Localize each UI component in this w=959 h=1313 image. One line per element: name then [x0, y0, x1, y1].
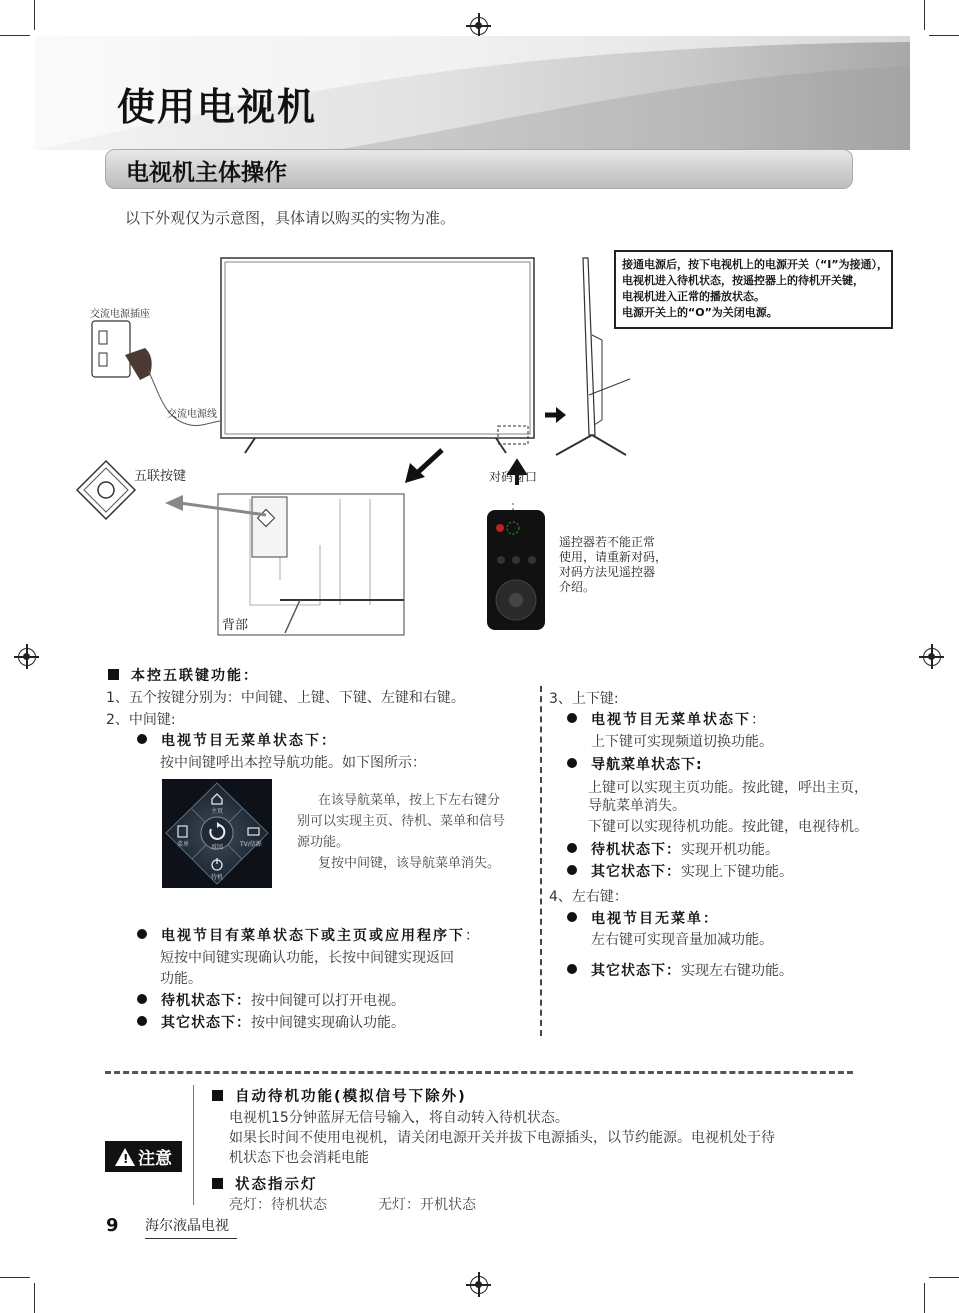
ac-cord-label: 交流电源线: [167, 409, 217, 420]
indicator-title: 状态指示灯: [212, 1173, 318, 1194]
nav-standby-label: 待机: [211, 874, 224, 881]
ac-socket-icon: [92, 321, 130, 377]
tv-diagram: [70, 245, 630, 645]
leftright-heading: 4、左右键：: [549, 889, 628, 905]
page-title: 使用电视机: [117, 85, 318, 129]
crop-mark: [0, 35, 30, 36]
power-save-text: 如果长时间不使用电视机，请关闭电源开关并拔下电源插头，以节约能源。电视机处于待: [229, 1130, 775, 1146]
updown-nav-text: 上键可以实现主页功能。按此键，呼出主页，: [588, 780, 868, 796]
registration-mark: [923, 648, 941, 666]
crop-mark: [34, 0, 35, 30]
power-save-text: 机状态下也会消耗电能: [229, 1150, 369, 1166]
power-note-line: 电视机进入待机状态，按遥控器上的待机开关键，: [622, 274, 864, 287]
nav-home-label: 主页: [211, 808, 224, 815]
remote-note-line: 介绍。: [559, 580, 596, 594]
no-menu-text: 按中间键呼出本控导航功能。如下图所示：: [160, 755, 426, 771]
updown-no-menu-text: 上下键可实现频道切换功能。: [591, 734, 773, 750]
warning-icon: !: [115, 1148, 135, 1166]
remote-note: [559, 535, 667, 595]
nav-caption-line: 在该导航菜单，按上下左右键分: [318, 793, 501, 808]
auto-standby-title: 自动待机功能(模拟信号下除外): [212, 1085, 467, 1106]
five-way-key-icon: [77, 461, 135, 519]
crop-mark: [929, 35, 959, 36]
crop-mark: [34, 1283, 35, 1313]
attention-label: 注意: [138, 1149, 172, 1169]
updown-nav-text: 下键可以实现待机功能。按此键，电视待机。: [588, 819, 868, 835]
crop-mark: [929, 1277, 959, 1278]
nav-caption-line: 别可以实现主页、待机、菜单和信号: [297, 814, 506, 829]
five-way-key-label: 五联按键: [134, 469, 187, 484]
updown-nav-title: 导航菜单状态下:: [567, 754, 703, 774]
section-title: 电视机主体操作: [126, 160, 287, 186]
with-menu-title: 电视节目有菜单状态下或主页或应用程序下：: [137, 925, 481, 945]
auto-standby-text: 电视机15分钟蓝屏无信号输入，将自动转入待机状态。: [229, 1110, 569, 1126]
section-divider: [105, 1071, 853, 1074]
other-item: 其它状态下：按中间键实现确认功能。: [137, 1012, 405, 1032]
standby-item: 待机状态下：按中间键可以打开电视。: [137, 990, 405, 1010]
updown-heading: 3、上下键:: [549, 691, 619, 707]
power-note-box: [614, 250, 893, 329]
attention-separator: [193, 1085, 194, 1205]
leftright-other-item: 其它状态下：实现左右键功能。: [567, 960, 793, 980]
five-way-heading: 本控五联键功能：: [108, 665, 259, 685]
nav-caption: [318, 790, 500, 811]
crop-mark: [924, 0, 925, 30]
five-way-item-1: 1、五个按键分别为：中间键、上键、下键、左键和右键。: [106, 690, 465, 706]
updown-other-item: 其它状态下：实现上下键功能。: [567, 861, 793, 881]
leftright-no-menu-title: 电视节目无菜单：: [567, 908, 719, 928]
column-separator: [540, 686, 542, 1036]
updown-nav-text: 导航菜单消失。: [588, 798, 686, 814]
nav-menu-image: [162, 779, 272, 888]
power-note-line: 电视机进入正常的播放状态。: [622, 290, 765, 303]
updown-standby-item: 待机状态下：实现开机功能。: [567, 839, 779, 859]
power-note-line: 接通电源后，按下电视机上的电源开关（“I”为接通），: [622, 258, 889, 271]
footer-brand: 海尔液晶电视: [145, 1215, 237, 1239]
leftright-no-menu-text: 左右键可实现音量加减功能。: [591, 932, 773, 948]
crop-mark: [924, 1283, 925, 1313]
nav-back-label: 返回: [211, 844, 224, 851]
nav-caption-line: 源功能。: [297, 835, 350, 850]
nav-menu-label: 菜单: [177, 841, 190, 848]
back-label: 背部: [222, 618, 249, 633]
nav-caption-line: 复按中间键，该导航菜单消失。: [318, 856, 501, 871]
crop-mark: [0, 1277, 30, 1278]
updown-no-menu-title: 电视节目无菜单状态下：: [567, 709, 767, 729]
nav-caption: [318, 853, 500, 874]
page-number: 9: [106, 1215, 119, 1236]
tv-side: [583, 258, 595, 435]
ir-window-label: 对码窗口: [489, 470, 538, 484]
five-way-item-2: 2、中间键:: [106, 712, 176, 728]
power-note-line: 电源开关上的“O”为关闭电源。: [622, 306, 778, 319]
ac-socket-label: 交流电源插座: [90, 309, 150, 320]
nav-source-label: TV/信源: [240, 841, 262, 848]
with-menu-text: 功能。: [160, 971, 202, 987]
with-menu-text: 短按中间键实现确认功能，长按中间键实现返回: [160, 950, 454, 966]
registration-mark: [470, 17, 488, 35]
attention-badge: [105, 1141, 182, 1172]
indicator-off-text: 无灯：开机状态: [378, 1197, 476, 1213]
nav-caption: [297, 811, 505, 853]
remote-note-line: 使用，请重新对码，: [559, 550, 668, 564]
no-menu-title: 电视节目无菜单状态下：: [137, 730, 337, 750]
registration-mark: [470, 1276, 488, 1294]
indicator-on-text: 亮灯：待机状态: [229, 1197, 327, 1213]
intro-text: 以下外观仅为示意图，具体请以购买的实物为准。: [125, 209, 456, 227]
remote-note-line: 对码方法见遥控器: [559, 565, 656, 579]
tv-front: [221, 258, 534, 438]
remote-note-line: 遥控器若不能正常: [559, 535, 656, 549]
registration-mark: [18, 648, 36, 666]
